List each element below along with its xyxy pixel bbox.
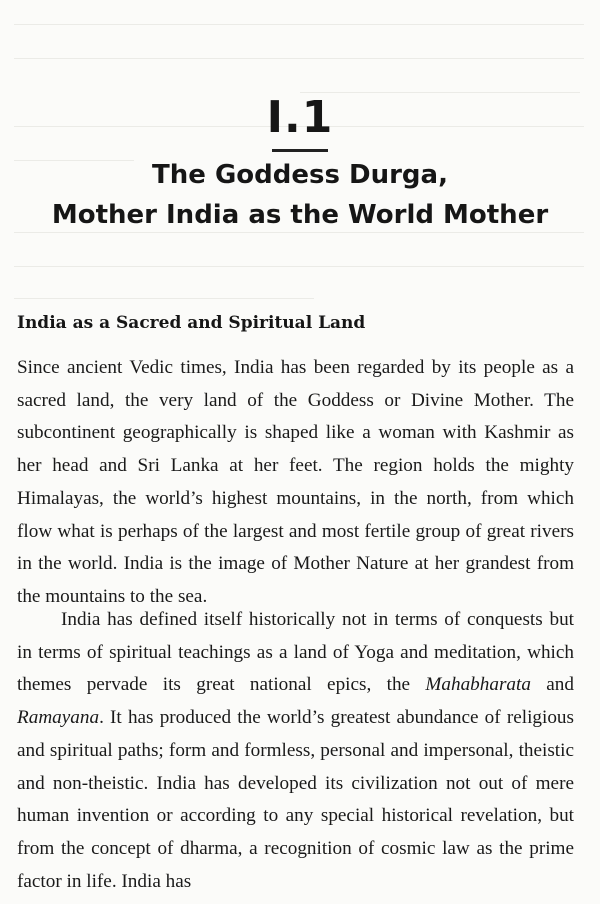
chapter-title-line-2: Mother India as the World Mother (51, 200, 549, 230)
bleed-through-line (14, 24, 584, 25)
bleed-through-line (14, 298, 314, 299)
chapter-number: I.1 (266, 92, 334, 143)
section-heading: India as a Sacred and Spiritual Land (17, 313, 366, 333)
epic-title-mahabharata: Mahabharata (425, 674, 531, 696)
body-paragraph-1: Since ancient Vedic times, India has been regarded by its people as a sacred land, the very land of the Goddess or Divine Mother. The subcontinent geographically is shaped like a woman with Kashmir as her head and Sri Lanka at her feet. The region holds the mighty Himalayas, the world’s highest mountains, in the north, from which flow what is perhaps of the largest and most fertile group of great rivers in the world. India is the image of Mother Nature at her grandest from the mountains to the sea. (17, 357, 574, 607)
bleed-through-line (14, 266, 584, 267)
bleed-through-line (14, 58, 584, 59)
paragraph-2-text-part-1: India has defined itself historically not in terms of conquests but in terms of spiritual teachings as a land of Yoga and meditation, which themes pervade its great national epics, the (17, 609, 574, 696)
paragraph-2-text-part-3: . It has produced the world’s greatest abundance of religious and spiritual paths; form and formless, personal and impersonal, theistic and non-theistic. India has developed its civilization not out of mere human invention or according to any special historical revelation, but from the concept of dharma, a recognition of cosmic law as the prime factor in life. India has (17, 707, 574, 892)
epic-title-ramayana: Ramayana (17, 707, 100, 729)
paragraph-2-text-part-2: and (530, 674, 574, 696)
chapter-divider (272, 149, 328, 152)
body-paragraph-2 (17, 604, 574, 898)
chapter-title-line-1: The Goddess Durga, (152, 160, 448, 190)
bleed-through-line (14, 232, 584, 233)
